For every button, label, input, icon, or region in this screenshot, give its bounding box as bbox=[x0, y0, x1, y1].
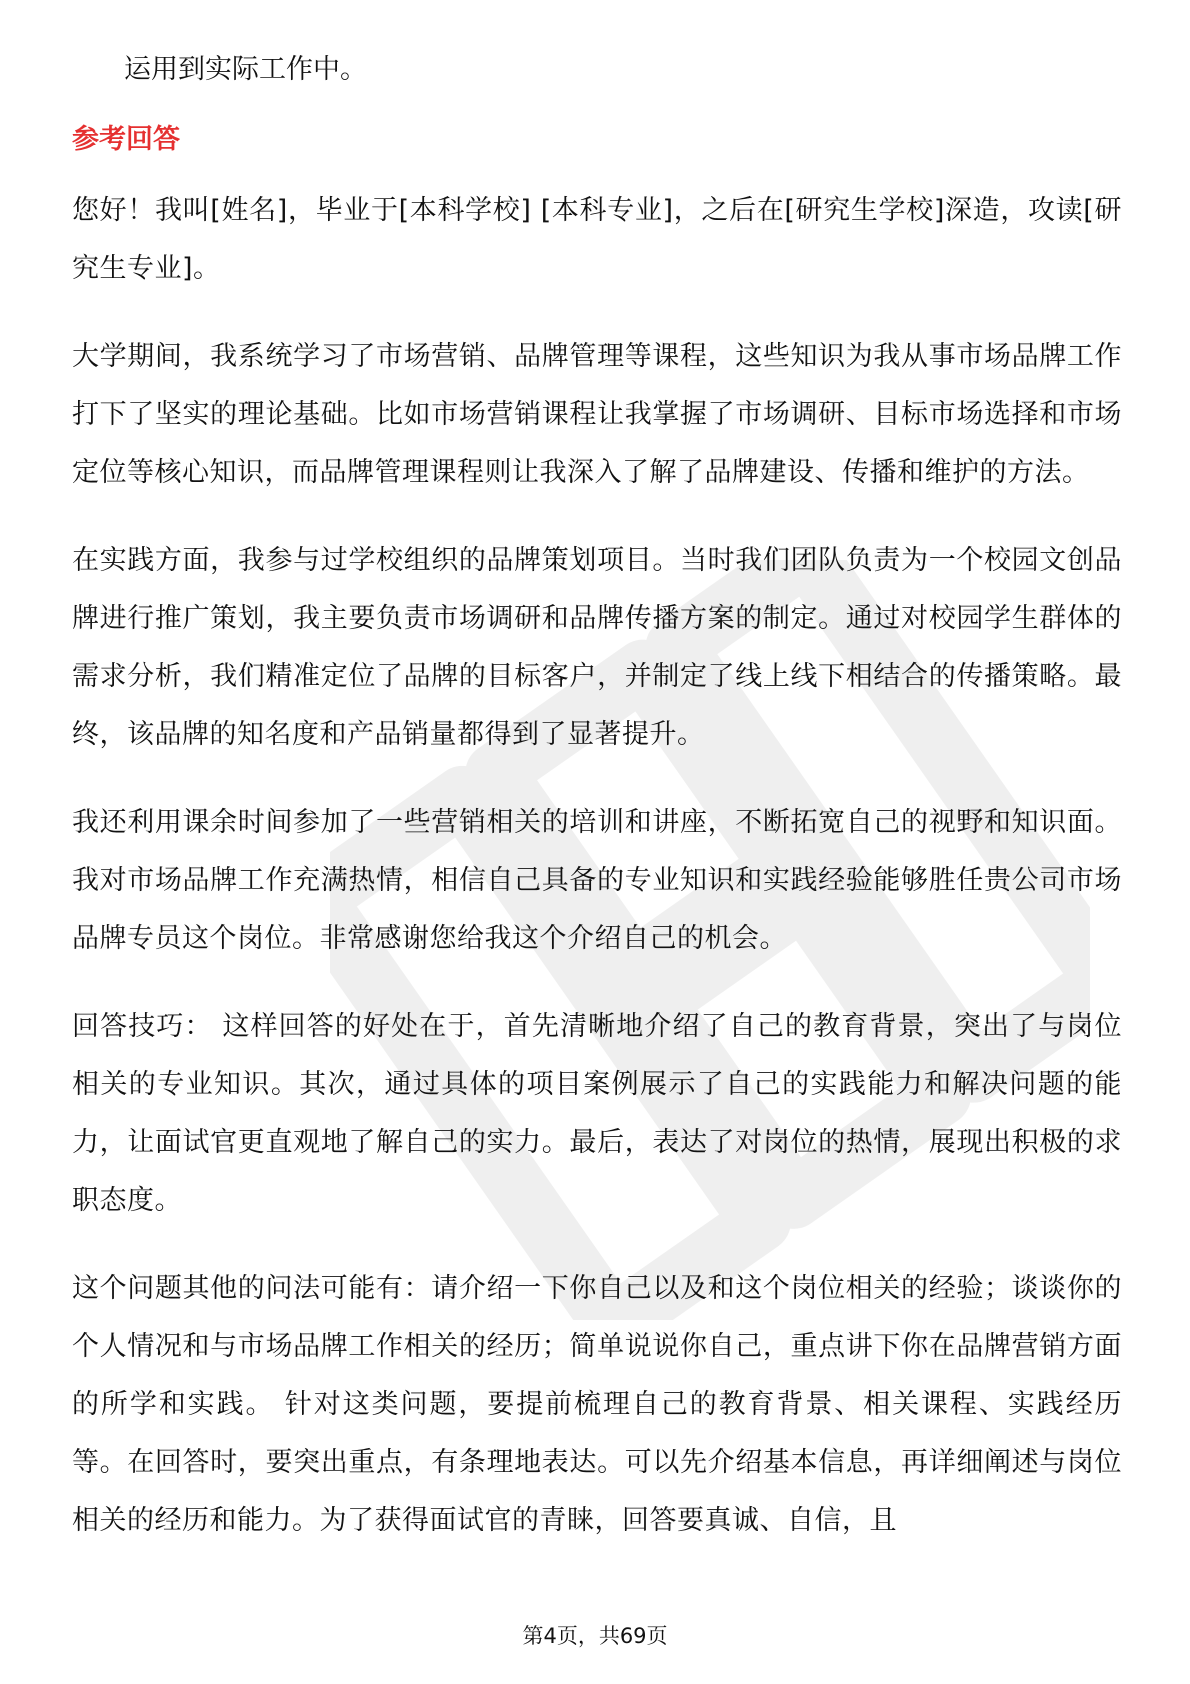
paragraph-training: 我还利用课余时间参加了一些营销相关的培训和讲座，不断拓宽自己的视野和知识面。我对市场品牌工作充满热情，相信自己具备的专业知识和实践经验能够胜任贵公司市场品牌专员这个岗位。非常感谢您给我这个介绍自己的机会。 bbox=[72, 807, 1122, 954]
paragraph-practice: 在实践方面，我参与过学校组织的品牌策划项目。当时我们团队负责为一个校园文创品牌进行推广策划，我主要负责市场调研和品牌传播方案的制定。通过对校园学生群体的需求分析，我们精准定位了品牌的目标客户，并制定了线上线下相结合的传播策略。最终，该品牌的知名度和产品销量都得到了显著提升。 bbox=[72, 545, 1122, 750]
continued-line: 运用到实际工作中。 bbox=[124, 54, 367, 85]
paragraph-alternatives: 这个问题其他的问法可能有：请介绍一下你自己以及和这个岗位相关的经验；谈谈你的个人情况和与市场品牌工作相关的经历；简单说说你自己，重点讲下你在品牌营销方面的所学和实践。 针对这类问题，要提前梳理自己的教育背景、相关课程、实践经历等。在回答时，要突出重点，有条理地表达。可以先介绍基本信息，再详细阐述与岗位相关的经历和能力。为了获得面试官的青睐，回答要真诚、自信，且 bbox=[72, 1273, 1122, 1536]
document-body bbox=[72, 42, 1122, 1580]
paragraph-university: 大学期间，我系统学习了市场营销、品牌管理等课程，这些知识为我从事市场品牌工作打下了坚实的理论基础。比如市场营销课程让我掌握了市场调研、目标市场选择和市场定位等核心知识，而品牌管理课程则让我深入了解了品牌建设、传播和维护的方法。 bbox=[72, 341, 1122, 488]
page-number: 第4页，共69页 bbox=[522, 1624, 668, 1648]
paragraph-intro: 您好！我叫[姓名]，毕业于[本科学校] [本科专业]，之后在[研究生学校]深造，攻读[研究生专业]。 bbox=[72, 195, 1122, 284]
paragraph-tips: 回答技巧： 这样回答的好处在于，首先清晰地介绍了自己的教育背景，突出了与岗位相关的专业知识。其次，通过具体的项目案例展示了自己的实践能力和解决问题的能力，让面试官更直观地了解自己的实力。最后，表达了对岗位的热情，展现出积极的求职态度。 bbox=[72, 1011, 1122, 1216]
reference-answer-heading: 参考回答 bbox=[72, 124, 180, 155]
